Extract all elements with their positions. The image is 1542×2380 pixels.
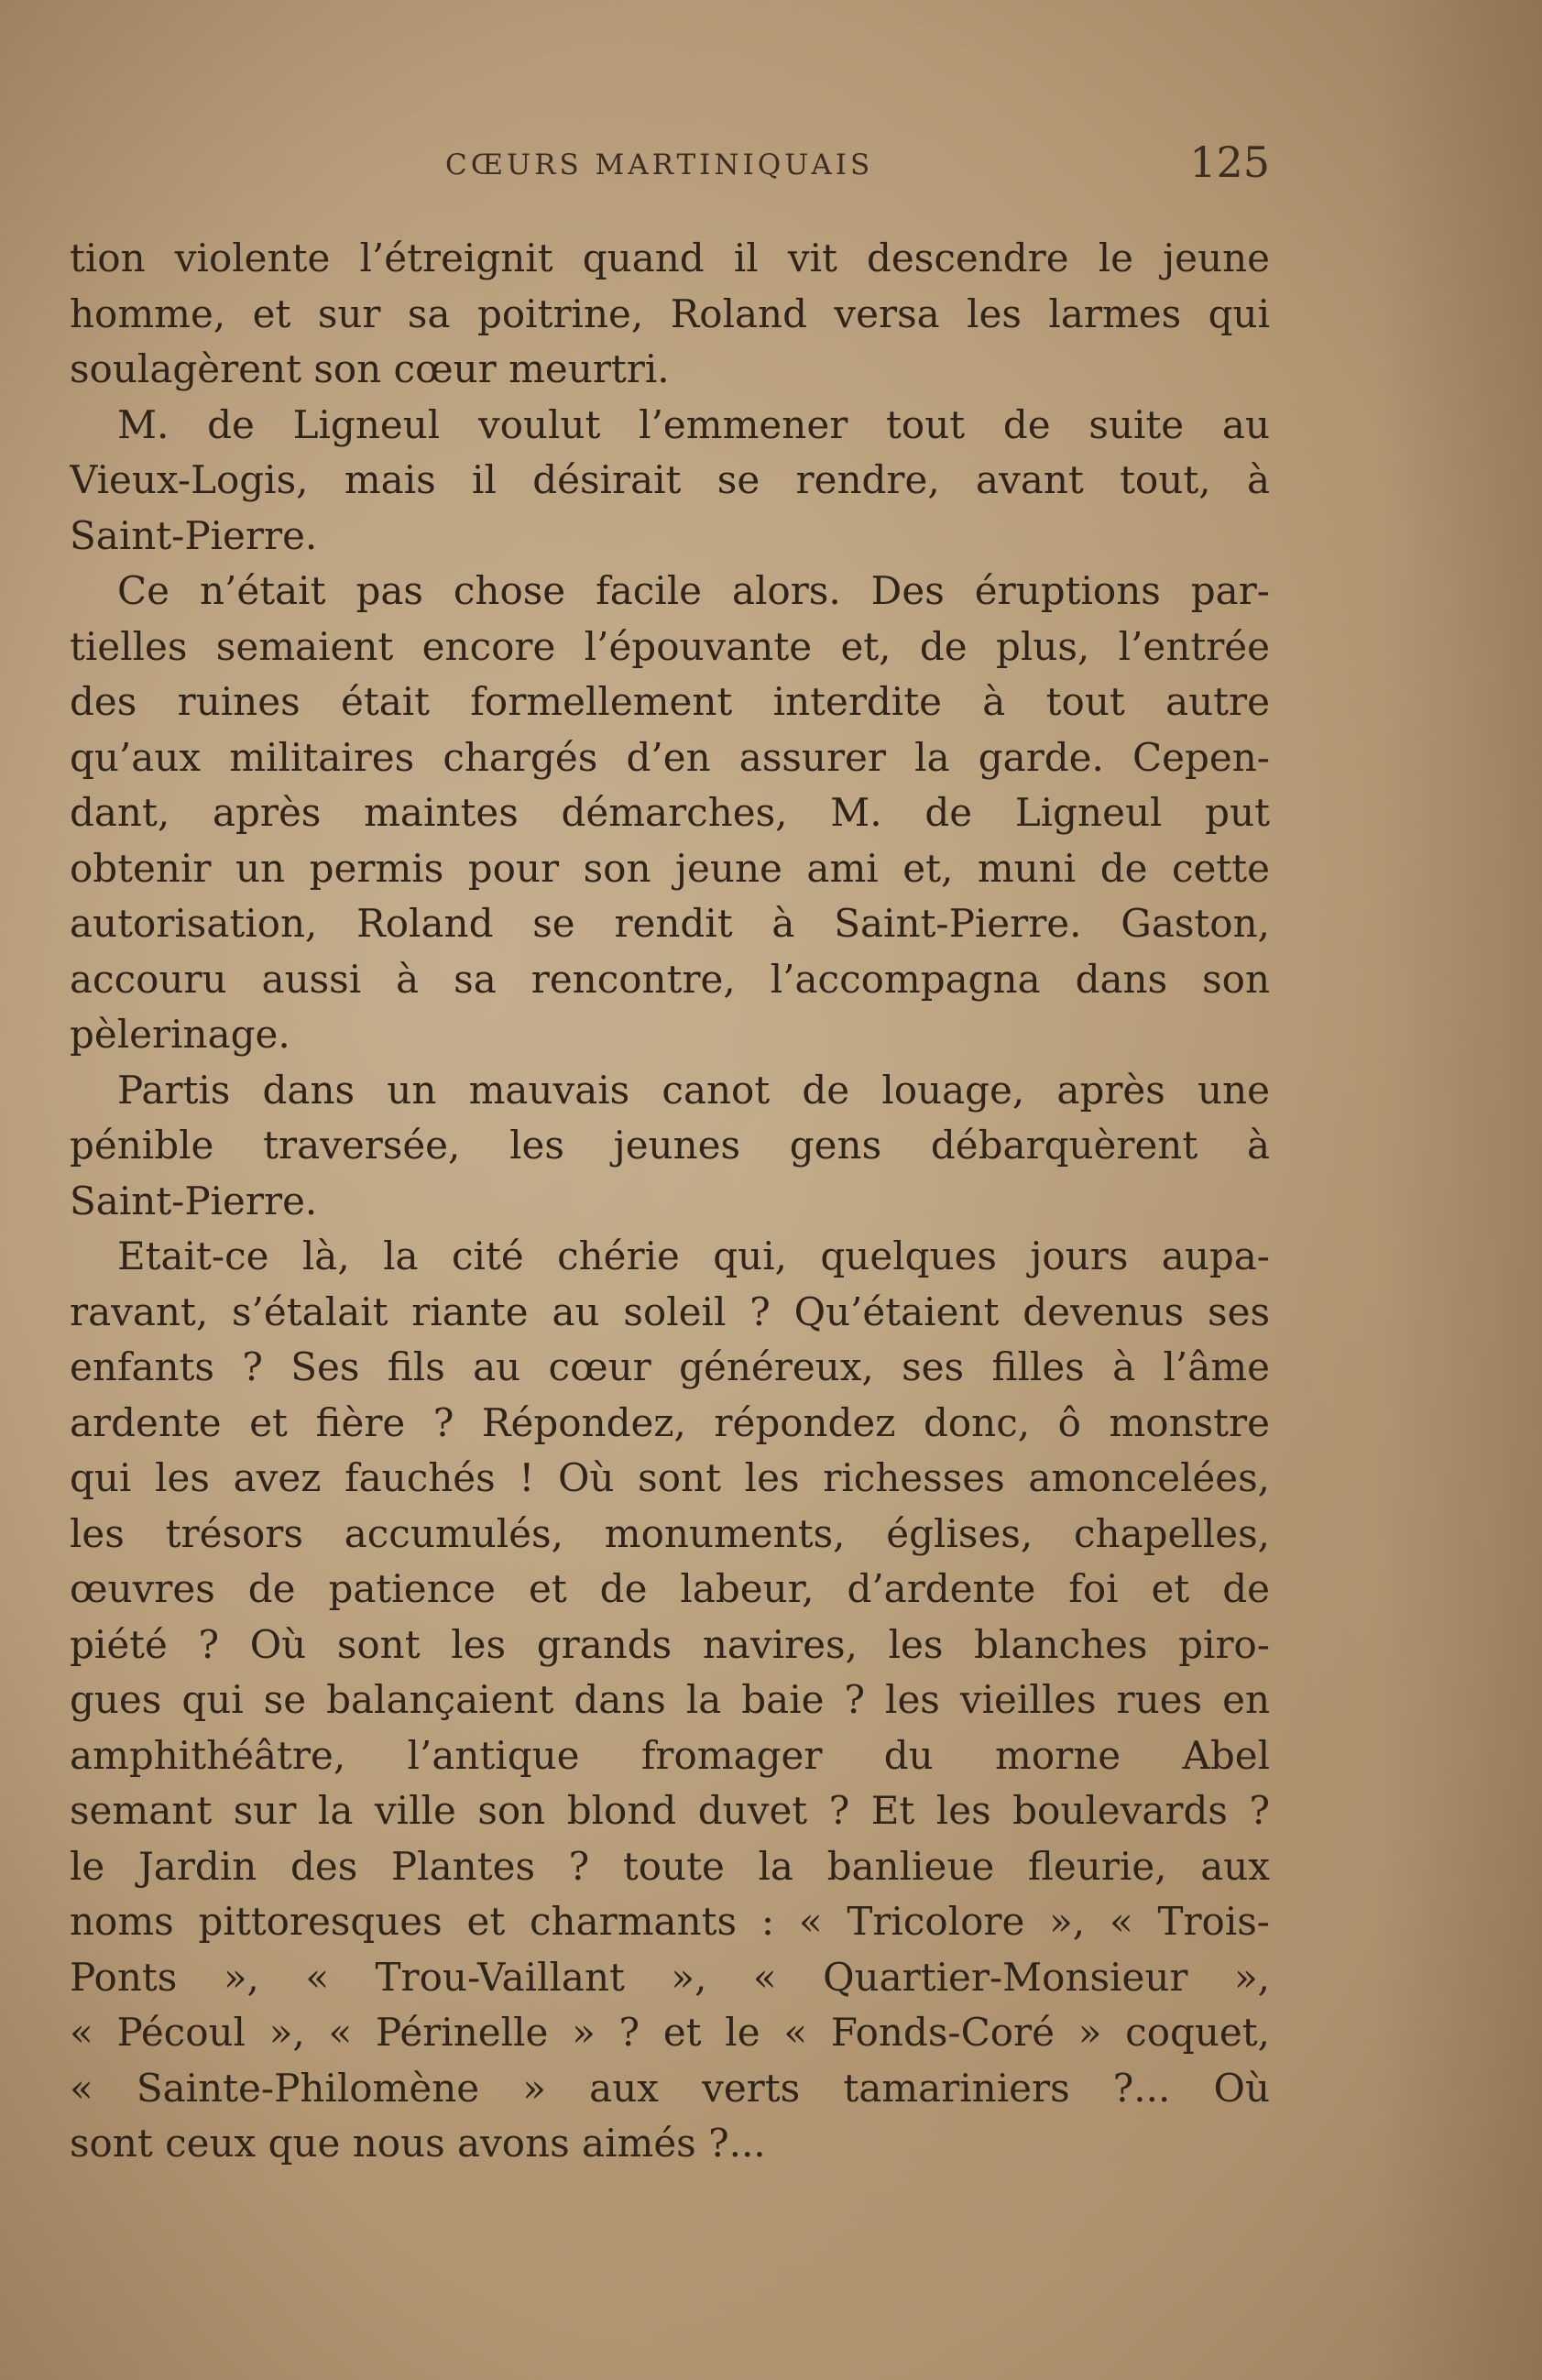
text-line: œuvres de patience et de labeur, d’ardente foi et de	[70, 1566, 1270, 1611]
text-line: tion violente l’étreignit quand il vit descendre le jeune	[70, 236, 1270, 280]
text-line: « Sainte-Philomène » aux verts tamariniers ?... Où	[70, 2065, 1270, 2111]
page-header	[70, 137, 1270, 192]
text-line: Vieux-Logis, mais il désirait se rendre, avant tout, à	[70, 457, 1270, 502]
text-line: pénible traversée, les jeunes gens débarquèrent à	[70, 1123, 1270, 1168]
text-line: semant sur la ville son blond duvet ? Et les boulevards ?	[70, 1788, 1270, 1833]
text-line: Saint-Pierre.	[70, 512, 318, 558]
text-line: le Jardin des Plantes ? toute la banlieue fleurie, aux	[70, 1843, 1270, 1889]
page-number: 125	[1189, 137, 1270, 187]
text-line: pèlerinage.	[70, 1012, 290, 1057]
body-text	[70, 231, 1270, 2172]
text-line: autorisation, Roland se rendit à Saint-Pierre. Gaston,	[70, 901, 1270, 946]
text-line: « Pécoul », « Périnelle » ? et le « Fonds-Coré » coquet,	[70, 2010, 1270, 2055]
text-line: ardente et fière ? Répondez, répondez donc, ô monstre	[70, 1399, 1270, 1445]
text-line: gues qui se balançaient dans la baie ? les vieilles rues en	[70, 1677, 1270, 1722]
text-line: Saint-Pierre.	[70, 1178, 318, 1223]
text-line: qui les avez fauchés ! Où sont les richesses amoncelées,	[70, 1455, 1270, 1500]
page-edge-shadow	[1377, 0, 1542, 2380]
text-line: homme, et sur sa poitrine, Roland versa les larmes qui	[70, 291, 1270, 336]
text-line: Ce n’était pas chose facile alors. Des éruptions par-	[117, 568, 1270, 613]
text-line: dant, après maintes démarches, M. de Ligneul put	[70, 790, 1270, 835]
text-line: soulagèrent son cœur meurtri.	[70, 346, 670, 391]
text-line: sont ceux que nous avons aimés ?...	[70, 2121, 766, 2166]
text-line: Ponts », « Trou-Vaillant », « Quartier-Monsieur »,	[70, 1954, 1270, 2000]
text-line: amphithéâtre, l’antique fromager du morne Abel	[70, 1732, 1270, 1778]
text-line: piété ? Où sont les grands navires, les blanches piro-	[70, 1621, 1270, 1667]
text-line: M. de Ligneul voulut l’emmener tout de suite au	[117, 401, 1270, 447]
text-line: obtenir un permis pour son jeune ami et, muni de cette	[70, 845, 1270, 891]
text-line: Etait-ce là, la cité chérie qui, quelques jours aupa-	[117, 1234, 1270, 1278]
text-line: enfants ? Ses fils au cœur généreux, ses filles à l’âme	[70, 1344, 1270, 1389]
running-title: CŒURS MARTINIQUAIS	[445, 148, 874, 181]
text-line: tielles semaient encore l’épouvante et, de plus, l’entrée	[70, 623, 1270, 669]
text-line: Partis dans un mauvais canot de louage, après une	[117, 1067, 1270, 1113]
text-line: les trésors accumulés, monuments, églises, chapelles,	[70, 1510, 1270, 1556]
text-line: qu’aux militaires chargés d’en assurer la garde. Cepen-	[70, 734, 1270, 780]
text-line: accouru aussi à sa rencontre, l’accompagna dans son	[70, 956, 1270, 1002]
text-line: noms pittoresques et charmants : « Tricolore », « Trois-	[70, 1899, 1270, 1944]
text-line: des ruines était formellement interdite à tout autre	[70, 679, 1270, 724]
text-line: ravant, s’étalait riante au soleil ? Qu’étaient devenus ses	[70, 1289, 1270, 1334]
